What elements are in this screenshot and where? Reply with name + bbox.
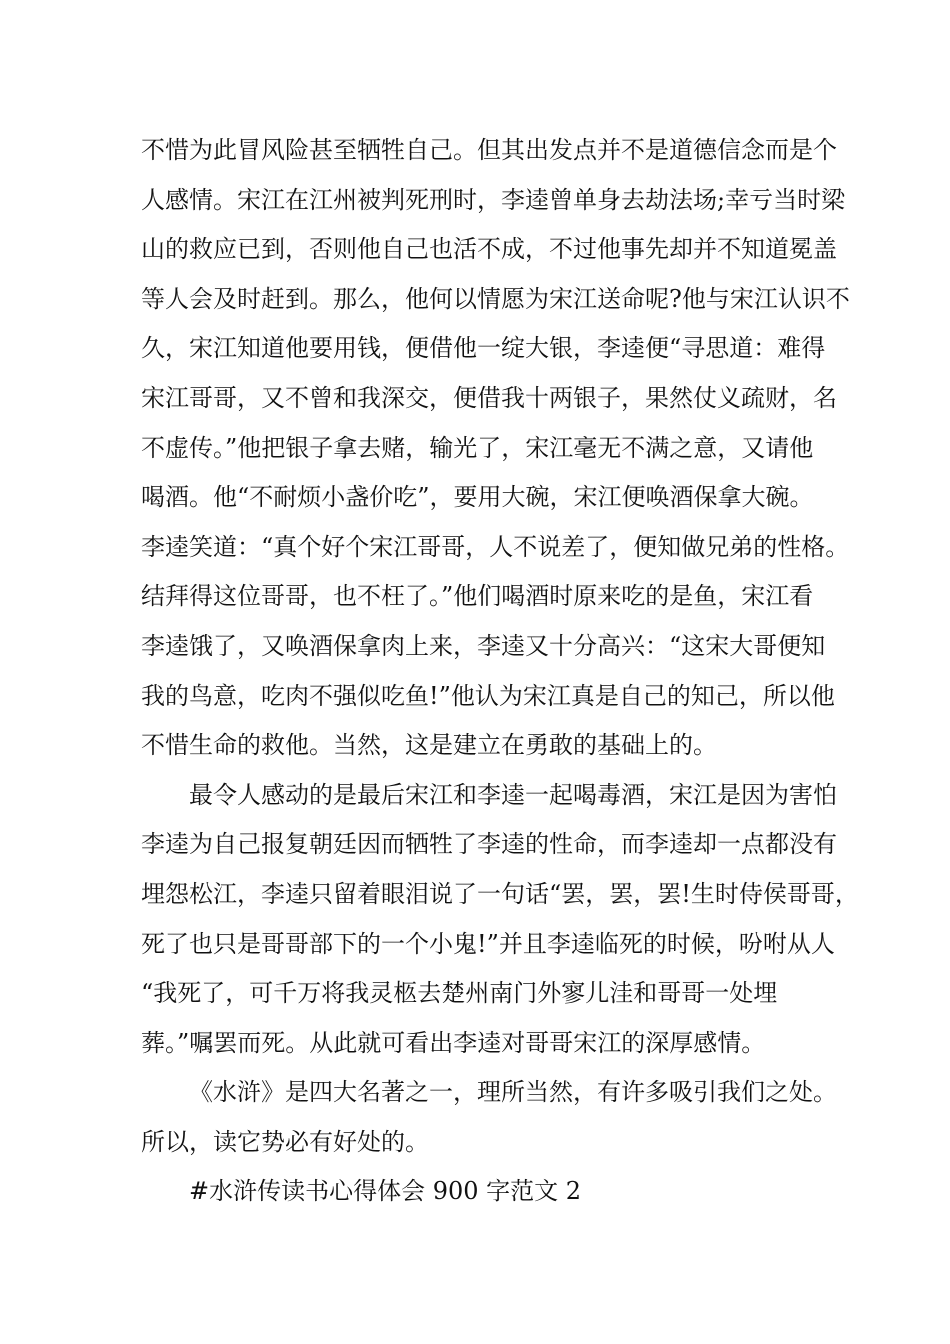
- text-line: 结拜得这位哥哥，也不枉了。”他们喝酒时原来吃的是鱼，宋江看: [141, 582, 814, 611]
- text-line: 山的救应已到，否则他自己也活不成，不过他事先却并不知道冕盖: [141, 235, 837, 264]
- text-line: 埋怨松江，李逵只留着眼泪说了一句话“罢，罢，罢!生时侍侯哥哥，: [141, 879, 859, 908]
- text-line: 死了也只是哥哥部下的一个小鬼!”并且李逵临死的时候，吩咐从人: [141, 929, 835, 958]
- text-line: 人感情。宋江在江州被判死刑时，李逵曾单身去劫法场;幸亏当时梁: [141, 185, 846, 214]
- paragraph-first-line: 《水浒》是四大名著之一，理所当然，有许多吸引我们之处。: [189, 1078, 837, 1107]
- text-line: 不惜生命的救他。当然，这是建立在勇敢的基础上的。: [141, 731, 717, 760]
- text-line: 喝酒。他“不耐烦小盏价吃”，要用大碗，宋江便唤酒保拿大碗。: [141, 483, 814, 512]
- section-heading: #水浒传读书心得体会 900 字范文 2: [189, 1177, 582, 1206]
- document-body: [141, 126, 859, 1217]
- text-line: 李逵为自己报复朝廷因而牺牲了李逵的性命，而李逵却一点都没有: [141, 830, 837, 859]
- paragraph-first-line: 最令人感动的是最后宋江和李逵一起喝毒酒，宋江是因为害怕: [189, 780, 837, 809]
- text-line: 我的鸟意，吃肉不强似吃鱼!”他认为宋江真是自己的知己，所以他: [141, 681, 835, 710]
- text-line: “我死了，可千万将我灵柩去楚州南门外寥儿洼和哥哥一处埋: [141, 979, 778, 1008]
- text-line: 李逵笑道：“真个好个宋江哥哥，人不说差了，便知做兄弟的性格。: [141, 532, 850, 561]
- text-line: 李逵饿了，又唤酒保拿肉上来，李逵又十分高兴：“这宋大哥便知: [141, 631, 826, 660]
- text-line: 葬。”嘱罢而死。从此就可看出李逵对哥哥宋江的深厚感情。: [141, 1028, 766, 1057]
- text-line: 不惜为此冒风险甚至牺牲自己。但其出发点并不是道德信念而是个: [141, 136, 837, 164]
- text-line: 所以，读它势必有好处的。: [141, 1127, 429, 1156]
- text-line: 等人会及时赶到。那么，他何以情愿为宋江送命呢?他与宋江认识不: [141, 284, 850, 313]
- text-line: 不虚传。”他把银子拿去赌，输光了，宋江毫无不满之意，又请他: [141, 433, 814, 462]
- text-line: 久，宋江知道他要用钱，便借他一绽大银，李逵便“寻思道：难得: [141, 334, 826, 363]
- text-line: 宋江哥哥，又不曾和我深交，便借我十两银子，果然仗义疏财，名: [141, 383, 837, 412]
